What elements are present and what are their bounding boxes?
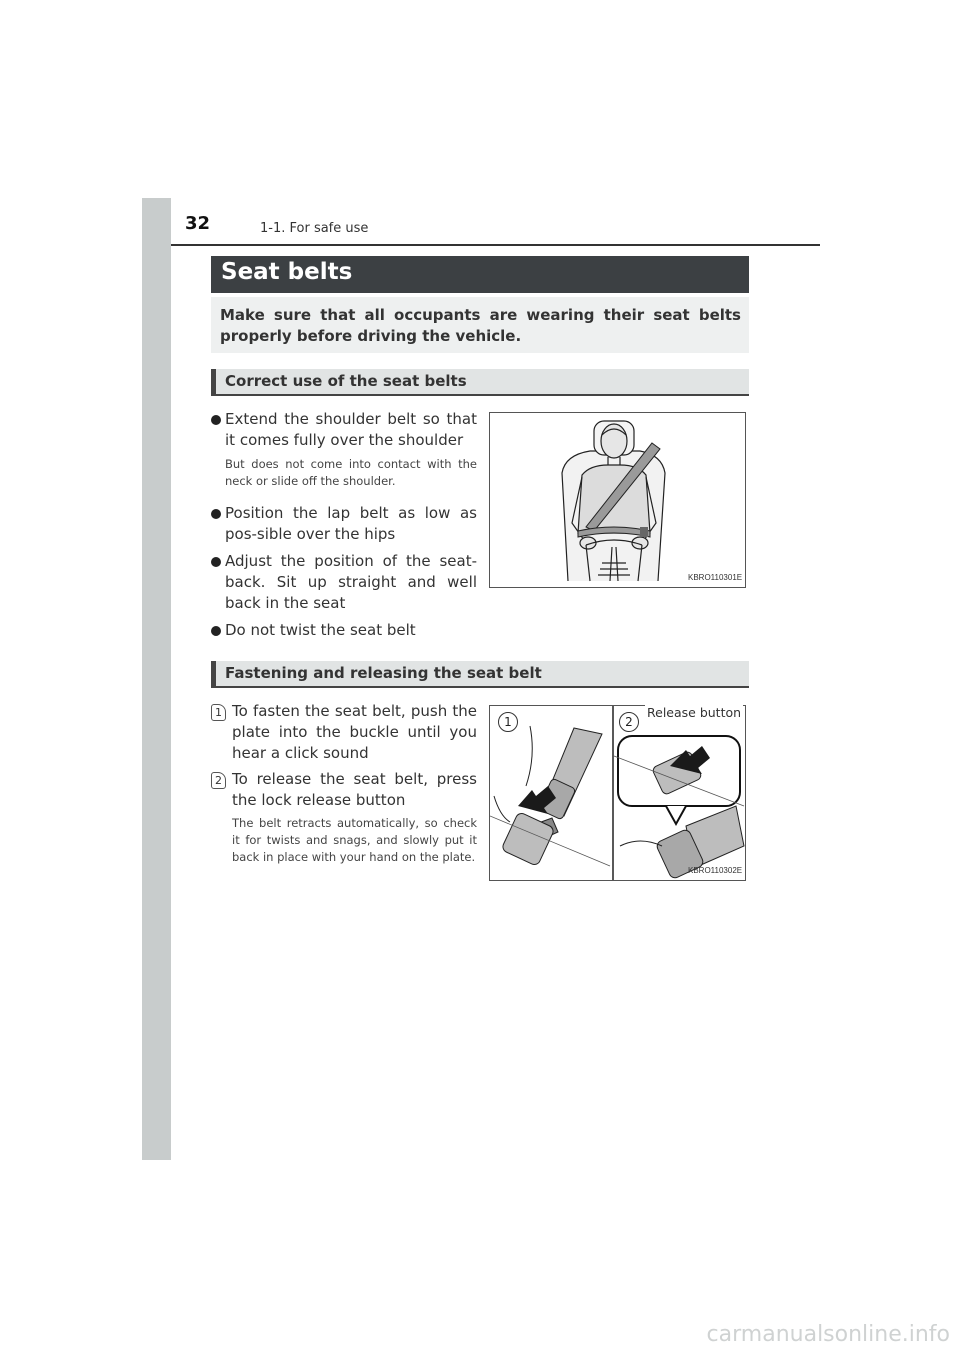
figure-code: KBRO110302E xyxy=(688,866,743,875)
bullet-item: Do not twist the seat belt xyxy=(211,620,511,641)
bullet-dot-icon xyxy=(211,415,221,425)
running-head: 1-1. For safe use xyxy=(260,221,369,236)
watermark: carmanualsonline.info xyxy=(706,1322,950,1347)
side-strip xyxy=(142,198,171,1160)
figure-buckle xyxy=(489,705,746,881)
intro-text: Make sure that all occupants are wearing their seat belts properly before driving the vehicle. xyxy=(220,306,741,345)
section-heading-text: Correct use of the seat belts xyxy=(225,372,467,390)
section-heading-text: Fastening and releasing the seat belt xyxy=(225,664,542,682)
bullet-dot-icon xyxy=(211,557,221,567)
bullet-item: Position the lap belt as low as pos-sible over the hips xyxy=(211,503,477,545)
section-heading-correct-use xyxy=(211,369,749,396)
seated-occupant-illustration xyxy=(490,413,745,587)
page-number: 32 xyxy=(185,213,211,234)
release-button-label: Release button xyxy=(647,705,742,720)
bullet-item: Adjust the position of the seat-back. Sit up straight and well back in the seat xyxy=(211,551,477,614)
figure-code: KBRO110301E xyxy=(688,573,743,582)
figure-marker-1: 1 xyxy=(498,712,518,732)
figure-marker-2: 2 xyxy=(619,712,639,732)
figure-seated-occupant xyxy=(489,412,746,588)
bullet-note: But does not come into contact with the neck or slide off the shoulder. xyxy=(225,457,477,488)
bullet-item: Extend the shoulder belt so that it comes fully over the shoulder xyxy=(211,409,477,451)
title-bar xyxy=(211,256,749,293)
step-number-icon: 1 xyxy=(211,704,226,721)
header-rule xyxy=(171,244,820,246)
section-heading-fastening xyxy=(211,661,749,688)
page-title: Seat belts xyxy=(221,259,353,285)
bullet-dot-icon xyxy=(211,509,221,519)
buckle-illustration xyxy=(490,706,745,880)
step-item: 1 To fasten the seat belt, push the plate into the buckle until you hear a click sound xyxy=(211,701,477,764)
intro-box xyxy=(211,297,749,353)
bullet-dot-icon xyxy=(211,626,221,636)
step-number-icon: 2 xyxy=(211,772,226,789)
step-note: The belt retracts automatically, so check it for twists and snags, and slowly put it back in place with your hand on the plate. xyxy=(232,816,477,864)
step-item: 2 To release the seat belt, press the lock release button xyxy=(211,769,477,811)
